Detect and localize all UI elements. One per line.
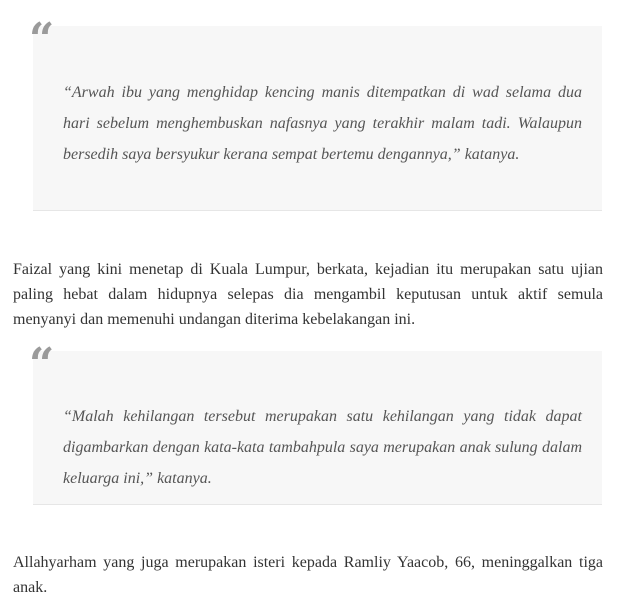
quote-mark-icon: “: [29, 339, 55, 390]
blockquote-text: “Arwah ibu yang menghidap kencing manis ditempatkan di wad selama dua hari sebelum menghembuskan nafasnya yang terakhir malam tadi. Walaupun bersedih saya bersyukur kerana sempat bertemu dengannya,” katanya.: [63, 84, 582, 163]
article-paragraph: Faizal yang kini menetap di Kuala Lumpur, berkata, kejadian itu merupakan satu ujian paling hebat dalam hidupnya selepas dia mengambil keputusan untuk aktif semula menyanyi dan memenuhi undangan diterima kebelakangan ini.: [13, 261, 603, 328]
quote-mark-icon: “: [29, 14, 55, 65]
blockquote-text: “Malah kehilangan tersebut merupakan satu kehilangan yang tidak dapat digambarkan dengan kata-kata tambahpula saya merupakan anak sulung dalam keluarga ini,” katanya.: [63, 408, 582, 487]
article-paragraph: Allahyarham yang juga merupakan isteri kepada Ramliy Yaacob, 66, meninggalkan tiga anak.: [13, 554, 603, 596]
blockquote-1: [29, 14, 602, 211]
blockquote-2: [29, 339, 602, 505]
